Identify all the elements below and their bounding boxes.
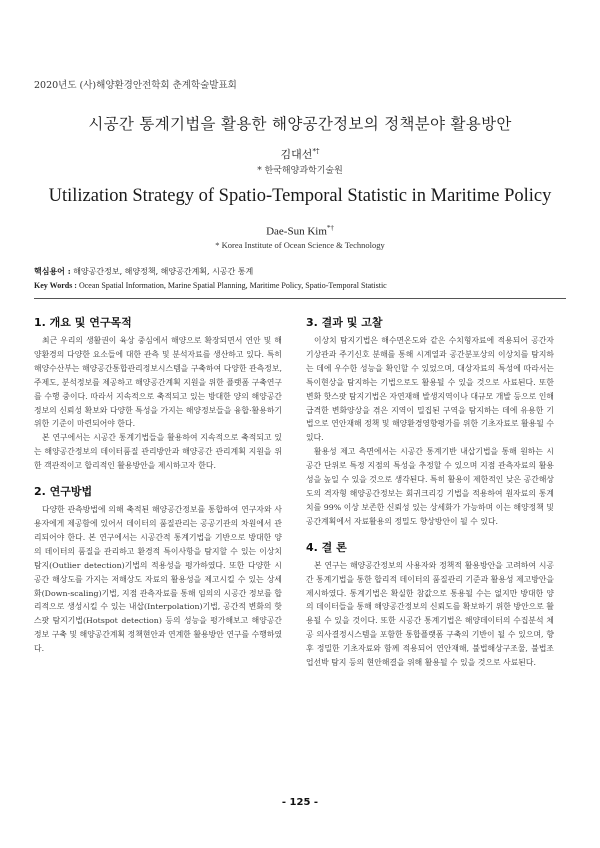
author-korean xyxy=(0,146,600,162)
intro-paragraph-1: 최근 우리의 생활권이 육상 중심에서 해양으로 확장되면서 연안 및 해양환경의 다양한 요소들에 대한 관측 및 분석자료를 생산하고 있다. 특히 해양수산부는 해양공간통합관리정보시스템을 구축하여 다양한 관측정보, 주제도, 분석정보를 제공하고 해양공간계획 지원을 위한 플랫폼 구축연구를 수행 중이다. 따라서 지속적으로 축적되고 있는 방대한 양의 해양공간정보의 신뢰성 확보와 다양한 특성을 가지는 해양정보들을 융합·활용하기 위한 기준이 마련되어야 한다. xyxy=(34,336,282,429)
conference-header: 2020년도 (사)해양환경안전학회 춘계학술발표회 xyxy=(34,80,237,91)
author-english-mark: *† xyxy=(326,224,334,232)
title-korean: 시공간 통계기법을 활용한 해양공간정보의 정책분야 활용방안 xyxy=(88,115,512,133)
section-heading-results: 3. 결과 및 고찰 xyxy=(306,316,383,329)
affiliation-korean: * 한국해양과학기술원 xyxy=(257,166,343,176)
conclusion-paragraph-1: 본 연구는 해양공간정보의 사용자와 정책적 활용방안을 고려하여 시공간 통계기법을 통한 합리적 데이터의 품질관리 기준과 활용성 제고방안을 제시하였다. 통계기법은 확실한 참값으로 통용될 수는 없지만 방대한 양의 데이터들을 통해 해양공간정보의 신뢰도를 확보하기 위한 방안으로 활용될 수 있을 것이다. 또한 시공간 통계기법은 해양데이터의 수집분석 체공 의사결정시스템을 포함한 통합플랫폼 구축의 기반이 될 수 있으며, 향후 정밀한 기초자료와 함께 적용되어 연안재해, 불법해상구조물, 불법조업선박 탐지 등의 현안해결을 위해 활용될 수 있을 것으로 사료된다. xyxy=(306,560,554,668)
right-column xyxy=(306,314,554,670)
section-heading-method: 2. 연구방법 xyxy=(34,485,93,499)
intro-paragraph-2: 본 연구에서는 시공간 통계기법들을 활용하여 지속적으로 축적되고 있는 해양공간정보의 데이터품질 관리방안과 해양공간 관리계획 지원을 위한 객관적이고 합리적인 활용방안을 제시하고자 한다. xyxy=(34,433,282,471)
keywords-korean xyxy=(34,266,253,277)
page-number: - 125 - xyxy=(281,797,319,808)
keywords-english-label: Key Words : xyxy=(34,281,77,290)
section-heading-intro: 1. 개요 및 연구목적 xyxy=(34,316,132,329)
keywords-korean-text: 해양공간정보, 해양정책, 해양공간계획, 시공간 통계 xyxy=(73,267,254,276)
author-english-name: Dae-Sun Kim xyxy=(266,225,327,238)
method-paragraph-1: 다양한 관측방법에 의해 축적된 해양공간정보를 통합하여 연구자와 사용자에게 제공함에 있어서 데이터의 품질관리는 공공기관의 차원에서 관리되어야 한다. 본 연구에서는 시공간적 통계기법을 기반으로 방대한 양의 데이터의 품질을 관리하고 환경적 특이사항을 탐지할 수 있는 이상치 탐지(Outlier detection)기법의 적용성을 평가하였다. 또한 다양한 시공간 해상도를 가지는 저해상도 자료의 활용성을 제고시킬 수 있는 상세화(Down-scaling)기법, 지점 관측자료를 통해 임의의 시공간 정보를 합리적으로 생성시킬 수 있는 내삽(Interpolation)기법, 공간적 변화의 핫스팟 탐지기법(Hotspot detection) 등의 성능을 평가해보고 해양공간 정보 구축 및 해양공간계획 정책현안과 연계한 활용방안 연구를 수행하였다. xyxy=(34,505,282,654)
left-column xyxy=(34,314,282,656)
author-english xyxy=(0,224,600,238)
results-paragraph-2: 활용성 제고 측면에서는 시공간 통계기반 내삽기법을 통해 원하는 시공간 단위로 특정 지점의 특성을 추정할 수 있으며 지점 관측자료의 활용성을 높일 수 있을 것으로 생각된다. 특히 활용이 제한적인 낮은 공간해상도의 격자형 해양공간정보는 회귀크리깅 기법을 적용하여 원자료의 통계치를 99% 이상 보존한 신뢰성 있는 상세화가 가능하며 이는 해양정책 및 공간계획에서 자료활용의 정밀도 향상방안이 될 수 있다. xyxy=(306,447,554,526)
keywords-english-text: Ocean Spatial Information, Marine Spatial Planning, Maritime Policy, Spatio-Temporal Statistic xyxy=(78,281,387,290)
author-korean-mark: *† xyxy=(312,147,320,156)
keywords-korean-label: 핵심용어 : xyxy=(34,266,71,276)
author-korean-name: 김대선 xyxy=(280,148,313,161)
header-divider xyxy=(34,298,566,299)
section-heading-conclusion: 4. 결 론 xyxy=(306,540,347,554)
affiliation-english: * Korea Institute of Ocean Science & Technology xyxy=(215,240,385,250)
title-english: Utilization Strategy of Spatio-Temporal Statistic in Maritime Policy xyxy=(48,186,552,206)
keywords-english xyxy=(34,281,387,290)
results-paragraph-1: 이상치 탐지기법은 해수면온도와 같은 수치형자료에 적용되어 공간자기상관과 주기신호 분해를 통해 시계열과 공간분포상의 이상치를 탐지하는 데에 우수한 성능을 확인할 수 있었으며, 대상자료의 특성에 따라서는 특이현상을 탐지하는 기법으로도 활용될 수 있을 것으로 사료된다. 또한 변화 핫스팟 탐지기법은 자연재해 발생지역이나 대규모 개발 등으로 인해 급격한 변화양상을 겪은 지역이 밀집된 구역을 탐지하는 데에 유용한 기법으로 연안재해 정책 및 해양환경영향평가를 위한 기초자료로 활용될 수 있다. xyxy=(306,336,554,443)
